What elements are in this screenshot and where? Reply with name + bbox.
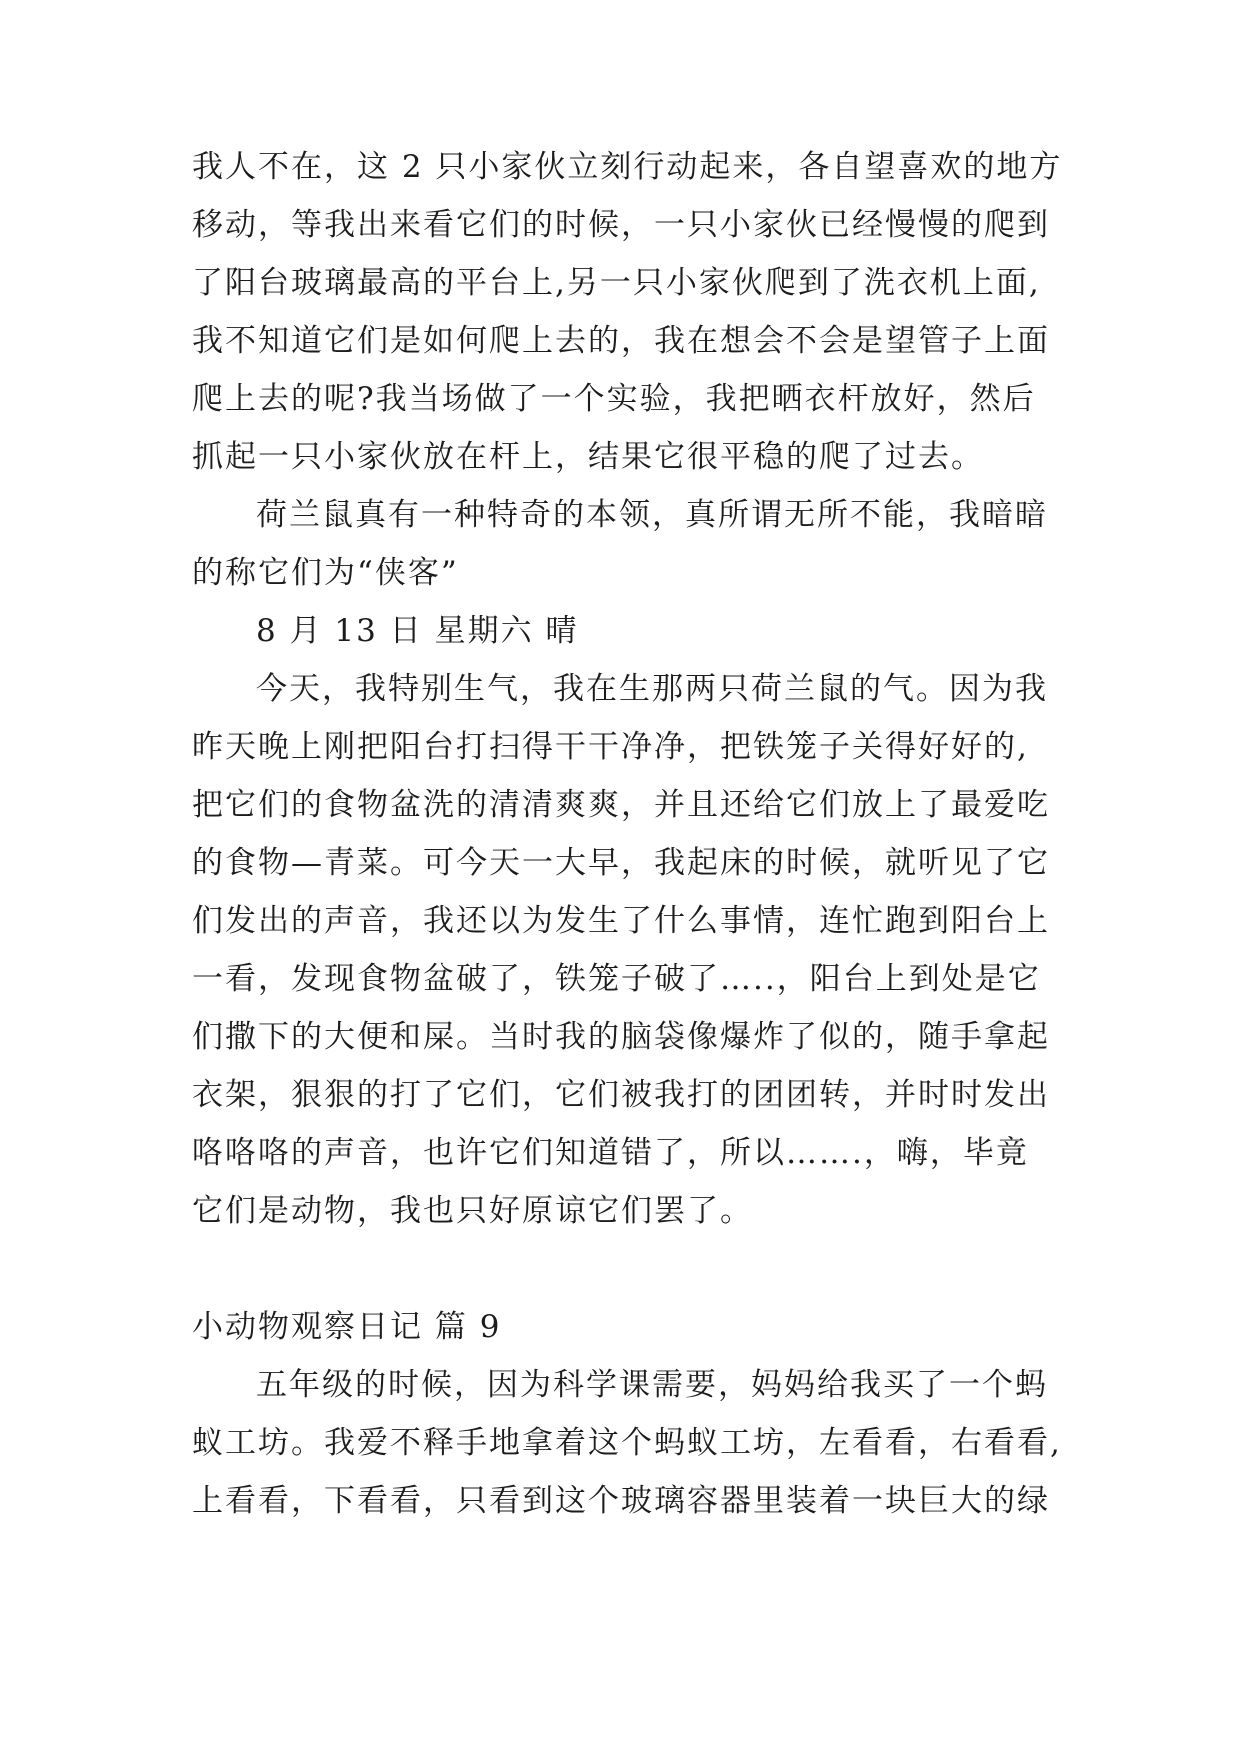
paragraph-first-line: 五年级的时候，因为科学课需要，妈妈给我买了一个蚂 [256,1367,1048,1403]
text-line: 蚁工坊。我爱不释手地拿着这个蚂蚁工坊，左看看，右看看, [192,1425,1062,1461]
text-line: 们撒下的大便和屎。当时我的脑袋像爆炸了似的，随手拿起 [192,1019,1050,1055]
text-line: 的食物—青菜。可今天一大早，我起床的时候，就听见了它 [192,845,1050,881]
text-line: 它们是动物，我也只好原谅它们罢了。 [192,1193,753,1229]
text-line: 们发出的声音，我还以为发生了什么事情，连忙跑到阳台上 [192,903,1050,939]
paragraph-first-line: 荷兰鼠真有一种特奇的本领，真所谓无所不能，我暗暗 [256,497,1048,533]
text-line: 一看，发现食物盆破了，铁笼子破了…..，阳台上到处是它 [192,961,1041,997]
text-line: 移动，等我出来看它们的时候，一只小家伙已经慢慢的爬到 [192,207,1050,243]
text-line: 了阳台玻璃最高的平台上,另一只小家伙爬到了洗衣机上面, [192,265,1041,301]
text-line: 的称它们为“侠客” [192,555,459,591]
text-line: 昨天晚上刚把阳台打扫得干干净净，把铁笼子关得好好的, [192,729,1029,765]
paragraph-first-line: 今天，我特别生气，我在生那两只荷兰鼠的气。因为我 [256,671,1048,707]
text-line: 爬上去的呢?我当场做了一个实验，我把晒衣杆放好，然后 [192,381,1036,417]
section-heading: 小动物观察日记 篇 9 [192,1309,502,1345]
diary-date-heading: 8 月 13 日 星期六 晴 [256,613,579,649]
text-line: 衣架，狠狠的打了它们，它们被我打的团团转，并时时发出 [192,1077,1050,1113]
text-line: 把它们的食物盆洗的清清爽爽，并且还给它们放上了最爱吃 [192,787,1050,823]
text-line: 我不知道它们是如何爬上去的，我在想会不会是望管子上面 [192,323,1050,359]
text-line: 上看看，下看看，只看到这个玻璃容器里装着一块巨大的绿 [192,1483,1050,1519]
text-line: 我人不在，这 2 只小家伙立刻行动起来，各自望喜欢的地方 [192,149,1063,185]
text-line: 咯咯咯的声音，也许它们知道错了，所以…….，嗨，毕竟 [192,1135,1029,1171]
text-line: 抓起一只小家伙放在杆上，结果它很平稳的爬了过去。 [192,439,984,475]
